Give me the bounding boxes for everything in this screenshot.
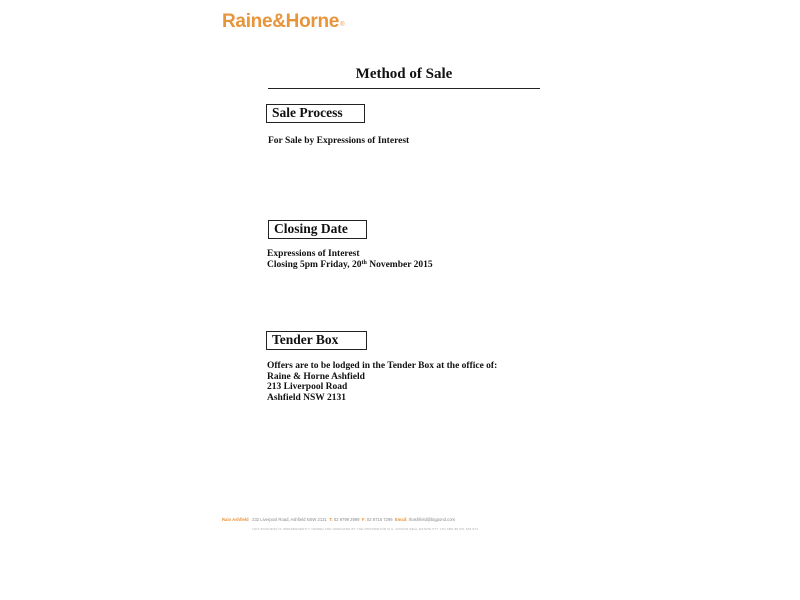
footer-phone: 02 9799 2999 [333, 517, 360, 522]
closing-date-heading: Closing Date [268, 220, 367, 239]
footer-brand: Rain Ashfield [222, 517, 249, 522]
registered-mark: ® [340, 22, 345, 28]
closing-date-text [267, 249, 433, 270]
sale-process-heading: Sale Process [266, 104, 365, 123]
closing-date-line-2 [267, 260, 433, 271]
closing-date-day: Closing 5pm Friday, 20 [267, 259, 362, 270]
footer-fax: 02 9716 7296 [366, 517, 393, 522]
closing-date-month-year: November 2015 [366, 259, 433, 270]
phone-label: T: [329, 517, 333, 522]
email-label: Email: [394, 517, 408, 522]
footer-email: rhashfield@bigpond.com [408, 517, 456, 522]
closing-date-line-1: Expressions of Interest [267, 249, 360, 259]
logo-text: Raine&Horne [222, 11, 340, 32]
tender-box-line: Offers are to be lodged in the Tender Box at the office of: [267, 361, 498, 371]
footer-address: 232 Liverpool Road, Ashfield NSW 2131 [252, 517, 327, 522]
ordinal-suffix: th [361, 259, 367, 266]
footer-contact [222, 517, 455, 522]
tender-box-line: 213 Liverpool Road [267, 382, 348, 392]
tender-box-text [267, 361, 497, 403]
tender-box-line: Raine & Horne Ashfield [267, 371, 365, 382]
raine-horne-logo [222, 11, 344, 33]
tender-box-heading: Tender Box [266, 331, 367, 350]
footer-disclaimer: THIS BUSINESS IS INDEPENDENTLY OWNED AND OPERATED BY THE PROPRIETOR M.G. DIXSON REAL ESTATE PTY LTD ABN 88 001 645 874 [252, 527, 479, 531]
sale-process-text: For Sale by Expressions of Interest [268, 136, 410, 146]
fax-label: F: [361, 517, 366, 522]
page-title: Method of Sale [268, 65, 540, 89]
tender-box-line: Ashfield NSW 2131 [267, 392, 347, 403]
